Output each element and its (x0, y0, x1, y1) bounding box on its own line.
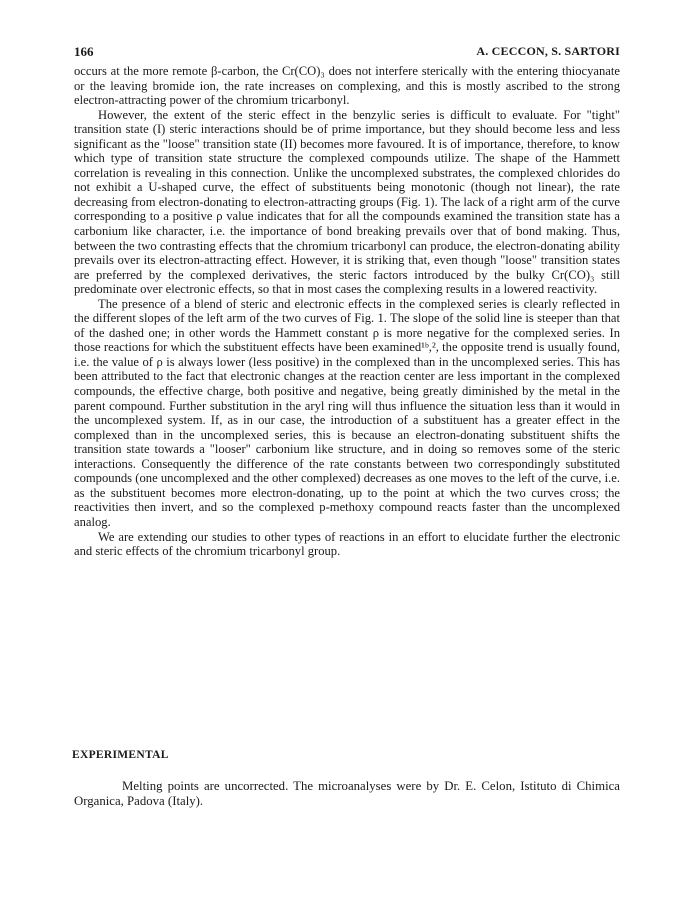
experimental-paragraph: Melting points are uncorrected. The microanalyses were by Dr. E. Celon, Istituto di Chimica Organica, Padova (Italy). (74, 779, 620, 808)
paragraph-blend-effects: The presence of a blend of steric and electronic effects in the complexed series is clearly reflected in the different slopes of the left arm of the two curves of Fig. 1. The slope of the solid line is steeper than that of the dashed one; in other words the Hammett constant ρ is more negative for the complexed series. In those reactions for which the substituent effects have been examined¹ᵇ,², the opposite trend is usually found, i.e. the value of ρ is always lower (less positive) in the complexed than in the uncomplexed series. This has been attributed to the fact that electronic changes at the reaction center are less important in the complexed compounds, the effective charge, both positive and negative, being greatly diminished by the metal in the parent compound. Further substitution in the aryl ring will thus influence the situation less than it would in the uncomplexed system. If, as in our case, the introduction of a substituent has a greater effect in the complexed than in the uncomplexed series, this is because an electron-donating substituent shifts the transition state towards a "looser" carbonium like structure, and in doing so removes some of the steric interactions. Consequently the difference of the rate constants between two correspondingly substituted compounds (one uncomplexed and the other complexed) decreases as one moves to the left of the curve, i.e. as the substituent becomes more electron-donating, up to the point at which the two curves cross; the reactivities then invert, and so the complexed p-methoxy compound reacts faster than the uncomplexed analog. (74, 296, 620, 529)
section-heading-experimental: EXPERIMENTAL (72, 748, 169, 761)
paragraph-further-studies: We are extending our studies to other types of reactions in an effort to elucidate further the electronic and steric effects of the chromium tricarbonyl group. (74, 529, 620, 559)
experimental-section (74, 779, 620, 809)
paragraph-continuation: occurs at the more remote β-carbon, the Cr(CO)₃ does not interfere sterically with the entering thiocyanate or the leaving bromide ion, the rate increases on complexing, and this is mostly ascribed to the strong electron-attracting power of the chromium tricarbonyl. (74, 64, 620, 108)
running-head-authors: A. CECCON, S. SARTORI (476, 44, 620, 58)
page-header (74, 44, 620, 64)
page-number: 166 (74, 44, 94, 59)
paragraph-steric-effect: However, the extent of the steric effect in the benzylic series is difficult to evaluate. For "tight" transition state (I) steric interactions should be of prime importance, but they should become less and less significant as the "loose" transition state (II) becomes more favoured. It is of importance, therefore, to know which type of transition state structure the complexed compounds utilize. The shape of the Hammett correlation is revealing in this connection. Unlike the uncomplexed substrates, the complexed chlorides do not exhibit a U-shaped curve, the effect of substituents being monotonic (though not linear), the rate decreasing from electron-donating to electron-attracting groups (Fig. 1). The lack of a right arm of the curve corresponding to a positive ρ value indicates that for all the compounds examined the transition state has a carbonium like character, i.e. the importance of bond breaking prevails over that of bond making. Thus, between the two contrasting effects that the chromium tricarbonyl can produce, the electron-donating ability prevails over its electron-attracting effect. However, it is striking that, even though "loose" transition states are preferred by the complexed derivatives, the steric factors introduced by the bulky Cr(CO)₃ still predominate over electronic effects, so that in most cases the complexing results in a lowered reactivity. (74, 107, 620, 297)
body-text (74, 64, 620, 559)
